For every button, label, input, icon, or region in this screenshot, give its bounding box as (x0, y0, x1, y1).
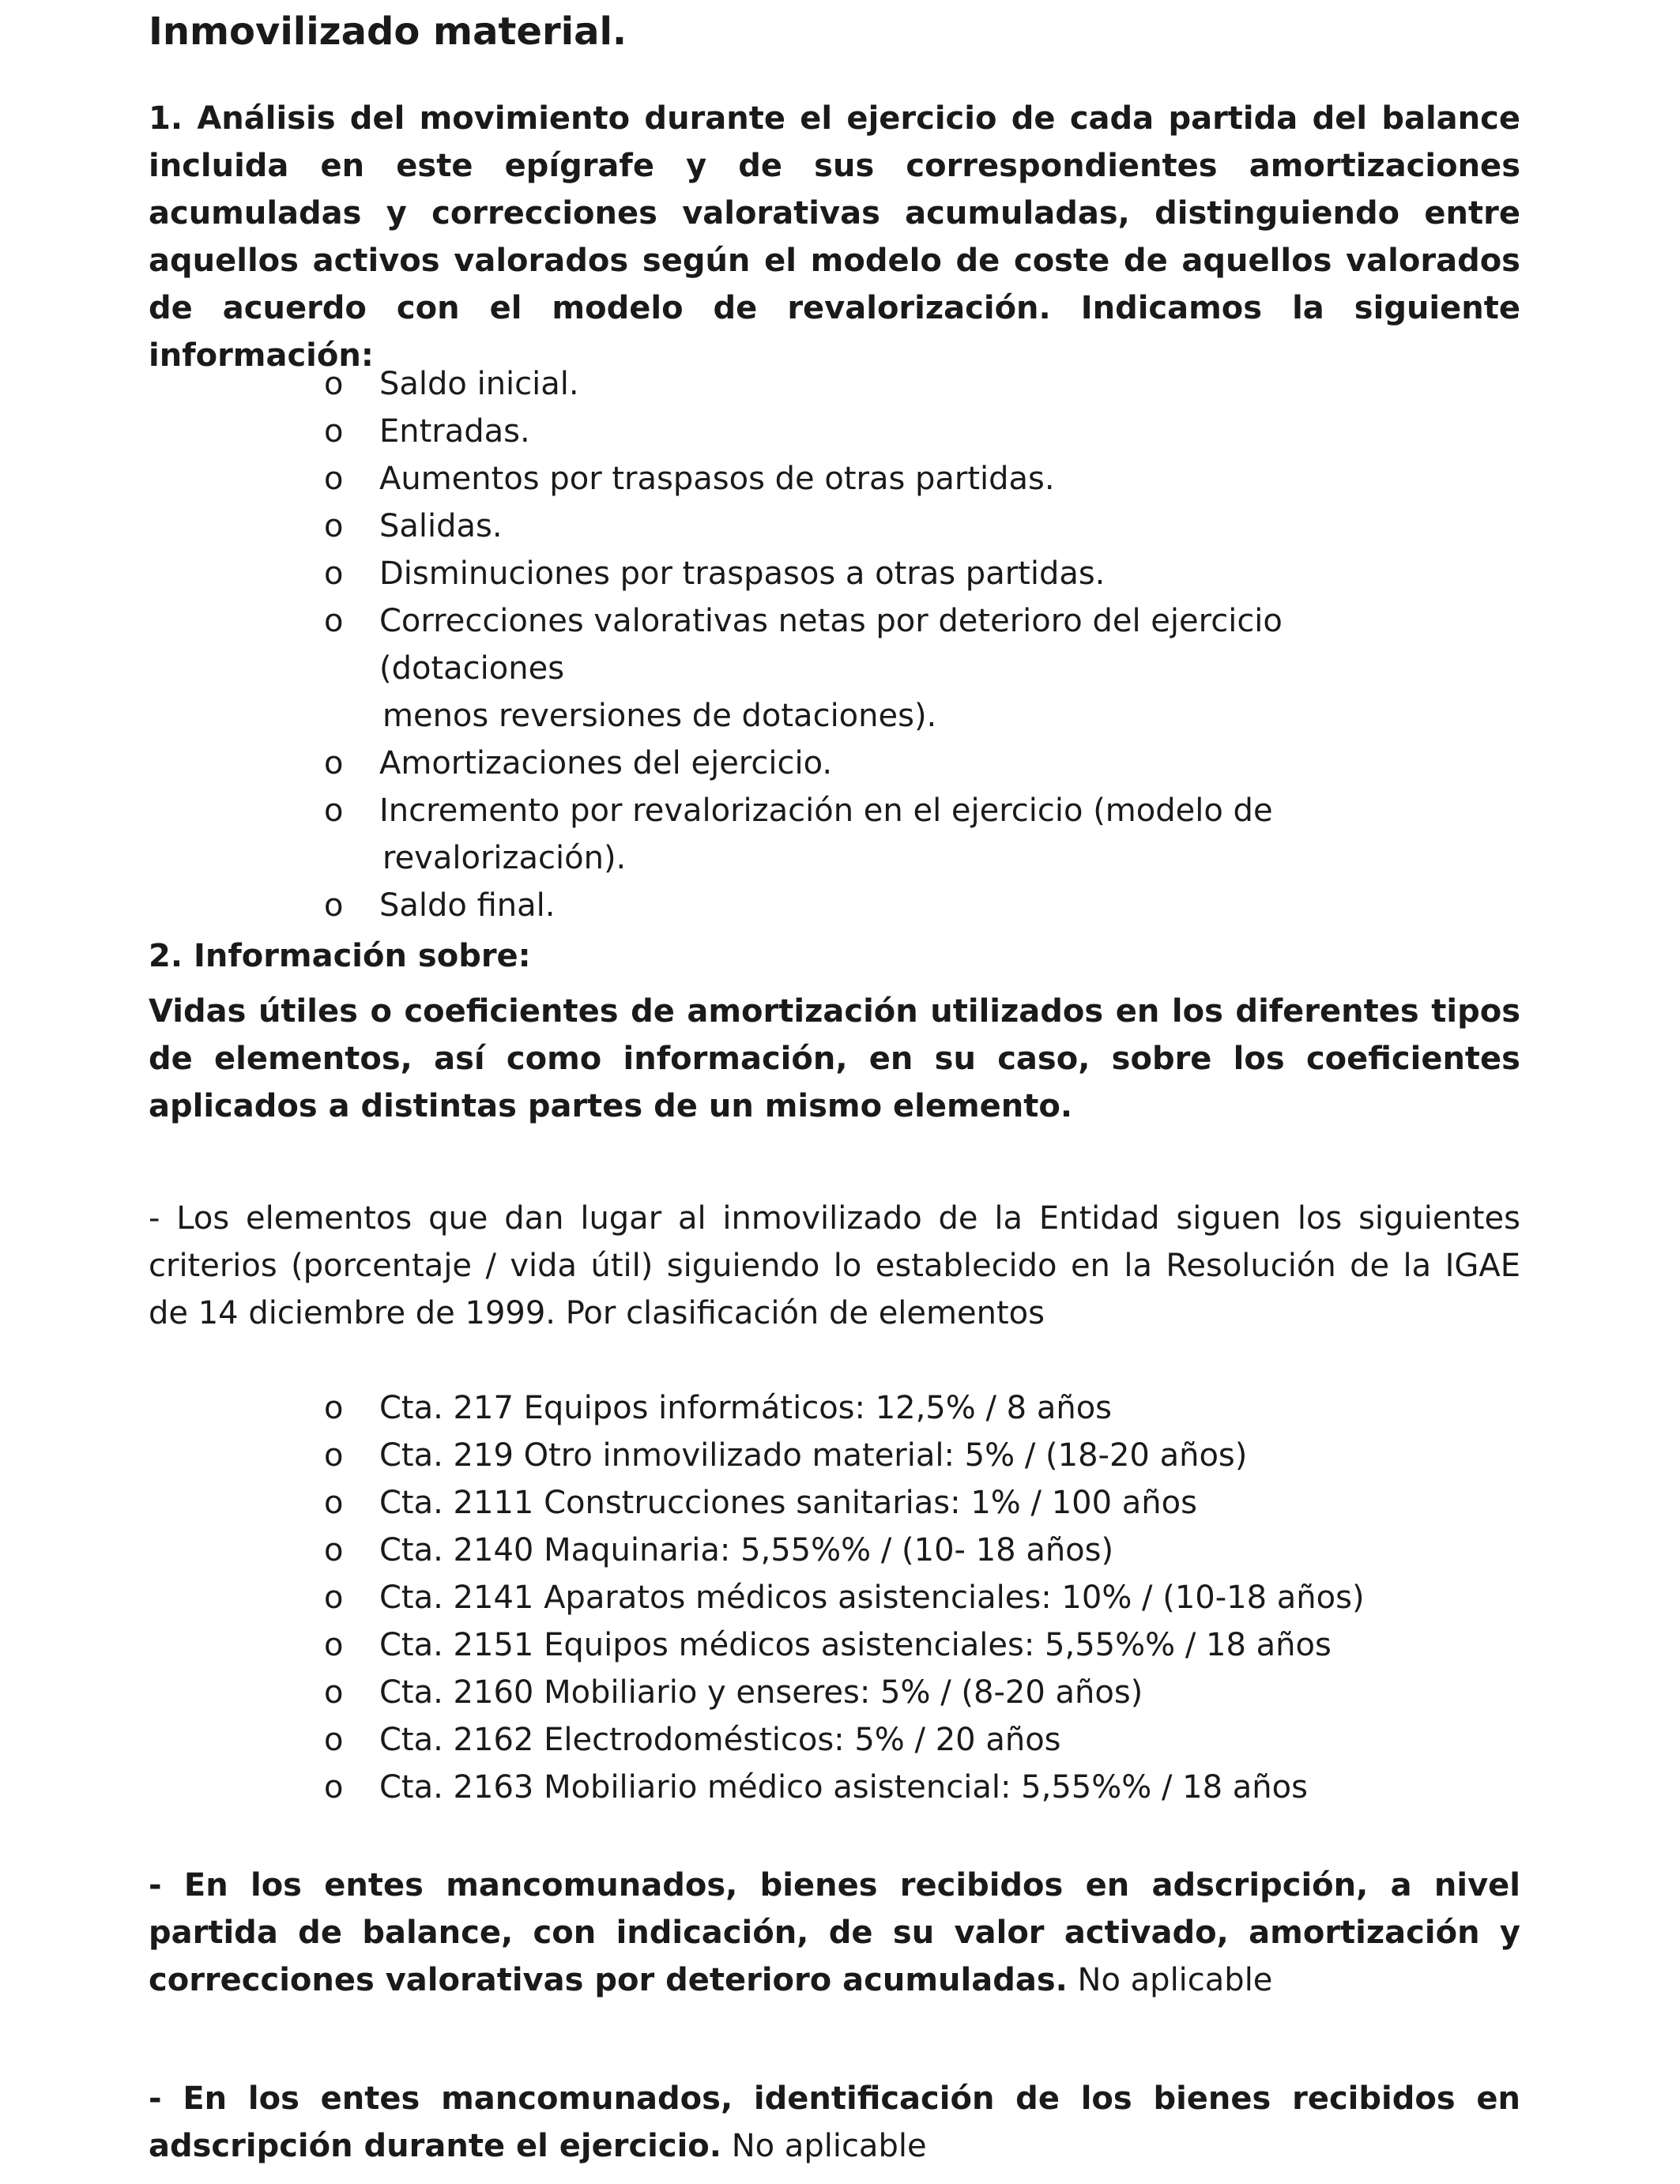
section-4-paragraph (149, 2075, 1520, 2170)
list-item: o Cta. 2163 Mobiliario médico asistencial: 5,55%% / 18 años (149, 1764, 1520, 1811)
bullet-icon: o (324, 1769, 344, 1806)
list-item: o Saldo inicial. (149, 360, 1520, 408)
list-item: o Cta. 2141 Aparatos médicos asistenciales: 10% / (10-18 años) (149, 1574, 1520, 1621)
bullet-icon: o (324, 366, 344, 402)
list-item: o Amortizaciones del ejercicio. (149, 740, 1520, 787)
bullet-icon: o (324, 413, 344, 450)
bullet-icon: o (324, 1627, 344, 1663)
bullet-icon: o (324, 461, 344, 497)
bullet-icon: o (324, 1722, 344, 1758)
section-4-bold: - En los entes mancomunados, identificación de los bienes recibidos en adscripción durante el ejercicio. (149, 2080, 1520, 2164)
list-item: o Saldo final. (149, 882, 1520, 929)
section-4-value: No aplicable (721, 2128, 927, 2164)
bullet-icon: o (324, 1437, 344, 1474)
bullet-icon: o (324, 508, 344, 544)
section-2-subheading: Vidas útiles o coeficientes de amortización utilizados en los diferentes tipos de elementos, así como información, en su caso, sobre los coeficientes aplicados a distintas partes de un mismo elemento. (149, 993, 1520, 1124)
section-1-heading: 1. Análisis del movimiento durante el ejercicio de cada partida del balance incluida en este epígrafe y de sus correspondientes amortizaciones acumuladas y correcciones valorativas acumuladas, distinguiendo entre aquellos activos valorados según el modelo de coste de aquellos valorados de acuerdo con el modelo de revalorización. Indicamos la siguiente información: (149, 100, 1520, 374)
section-3-paragraph (149, 1862, 1520, 2004)
accounts-list (149, 1384, 1520, 1811)
movement-items-list (149, 360, 1520, 929)
page-title: Inmovilizado material. (149, 9, 627, 54)
list-item: o Cta. 2160 Mobiliario y enseres: 5% / (8-20 años) (149, 1669, 1520, 1716)
list-item: o Cta. 219 Otro inmovilizado material: 5% / (18-20 años) (149, 1432, 1520, 1479)
bullet-icon: o (324, 555, 344, 592)
list-item: o Entradas. (149, 408, 1520, 455)
list-item: o Correcciones valorativas netas por deterioro del ejercicio (dotaciones menos reversiones de dotaciones). (149, 597, 1520, 740)
section-3-value: No aplicable (1067, 1962, 1273, 1998)
bullet-icon: o (324, 1390, 344, 1426)
bullet-icon: o (324, 793, 344, 829)
bullet-icon: o (324, 745, 344, 781)
bullet-icon: o (324, 603, 344, 639)
list-item: o Aumentos por traspasos de otras partidas. (149, 455, 1520, 503)
bullet-icon: o (324, 1674, 344, 1711)
list-item: o Cta. 2111 Construcciones sanitarias: 1% / 100 años (149, 1479, 1520, 1527)
list-item: o Cta. 2162 Electrodomésticos: 5% / 20 años (149, 1716, 1520, 1764)
list-item: o Cta. 2151 Equipos médicos asistenciales: 5,55%% / 18 años (149, 1621, 1520, 1669)
section-2-intro: - Los elementos que dan lugar al inmovilizado de la Entidad siguen los siguientes criterios (porcentaje / vida útil) siguiendo lo establecido en la Resolución de la IGAE de 14 diciembre de 1999. Por clasificación de elementos (149, 1200, 1520, 1331)
bullet-icon: o (324, 1532, 344, 1568)
section-3-bold: - En los entes mancomunados, bienes recibidos en adscripción, a nivel partida de balance, con indicación, de su valor activado, amortización y correcciones valorativas por deterioro acumuladas. (149, 1867, 1520, 1998)
list-item: o Disminuciones por traspasos a otras partidas. (149, 550, 1520, 597)
section-2-heading: 2. Información sobre: (149, 938, 531, 974)
bullet-icon: o (324, 1580, 344, 1616)
list-item: o Cta. 2140 Maquinaria: 5,55%% / (10- 18 años) (149, 1527, 1520, 1574)
list-item: o Cta. 217 Equipos informáticos: 12,5% / 8 años (149, 1384, 1520, 1432)
bullet-icon: o (324, 1485, 344, 1521)
bullet-icon: o (324, 887, 344, 924)
list-item: o Incremento por revalorización en el ejercicio (modelo de revalorización). (149, 787, 1520, 882)
list-item: o Salidas. (149, 503, 1520, 550)
